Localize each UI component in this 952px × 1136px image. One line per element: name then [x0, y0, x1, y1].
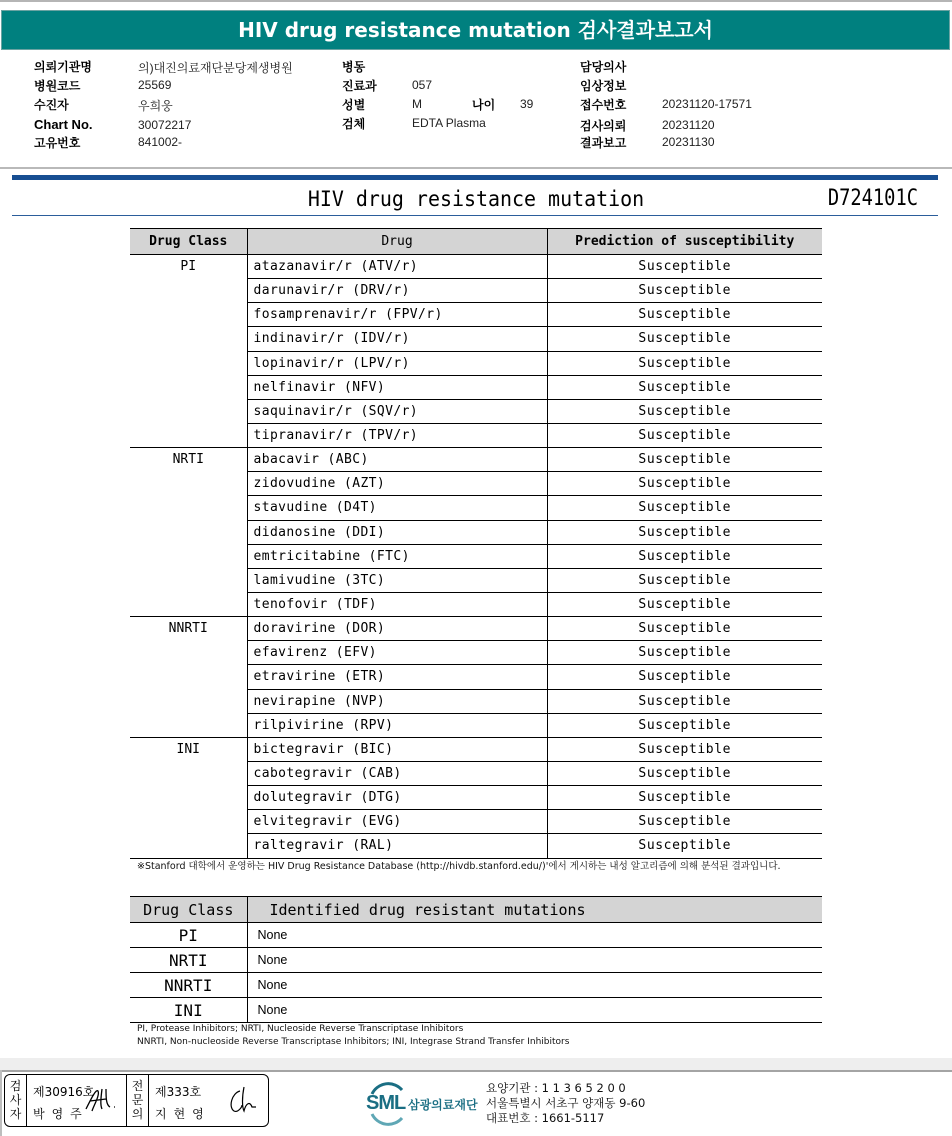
susceptibility-table — [130, 228, 822, 859]
susceptibility-cell: Susceptible — [547, 351, 822, 375]
susceptibility-cell: Susceptible — [547, 544, 822, 568]
susceptibility-cell: Susceptible — [547, 786, 822, 810]
database-footnote: ※Stanford 대학에서 운영하는 HIV Drug Resistance Database (http://hivdb.stanford.edu/)'에서 게시하는 내성 알고리즘에 의해 분석된 결과입니다. — [137, 861, 781, 872]
footer-band — [0, 1058, 952, 1070]
table-row — [130, 973, 822, 998]
drug-cell: tipranavir/r (TPV/r) — [247, 423, 547, 447]
susceptibility-cell: Susceptible — [547, 327, 822, 351]
report-code: D724101C — [827, 186, 918, 211]
label-receipt-no: 접수번호 — [580, 98, 627, 112]
drug-cell: doravirine (DOR) — [247, 617, 547, 641]
drug-cell: raltegravir (RAL) — [247, 834, 547, 858]
specialist-name: 지현영 — [155, 1107, 211, 1121]
drug-cell: saquinavir/r (SQV/r) — [247, 399, 547, 423]
susceptibility-cell: Susceptible — [547, 496, 822, 520]
divider — [0, 167, 952, 169]
label-result-report-date: 결과보고 — [580, 136, 627, 150]
value-patient: 우희웅 — [138, 99, 173, 113]
drug-class-cell: NRTI — [130, 948, 247, 973]
value-receipt-no: 20231120-17571 — [662, 97, 752, 111]
susceptibility-cell: Susceptible — [547, 665, 822, 689]
label-sex: 성별 — [342, 98, 366, 112]
drug-cell: fosamprenavir/r (FPV/r) — [247, 303, 547, 327]
label-department: 진료과 — [342, 79, 377, 93]
drug-cell: lamivudine (3TC) — [247, 568, 547, 592]
drug-cell: didanosine (DDI) — [247, 520, 547, 544]
value-hospital-code: 25569 — [138, 78, 172, 92]
table-row — [130, 617, 822, 641]
susceptibility-cell: Susceptible — [547, 423, 822, 447]
label-patient: 수진자 — [34, 98, 69, 112]
organization-phone: 대표번호 : 1661-5117 — [486, 1111, 605, 1125]
label-test-request-date: 검사의뢰 — [580, 119, 627, 133]
drug-class-cell: PI — [130, 923, 247, 948]
mutations-cell: None — [247, 923, 822, 948]
susceptibility-cell: Susceptible — [547, 255, 822, 279]
label-hospital-code: 병원코드 — [34, 79, 81, 93]
label-requesting-institution: 의뢰기관명 — [34, 60, 92, 74]
drug-cell: nevirapine (NVP) — [247, 689, 547, 713]
header-drug-class: Drug Class — [130, 897, 247, 923]
susceptibility-cell: Susceptible — [547, 713, 822, 737]
susceptibility-cell: Susceptible — [547, 810, 822, 834]
drug-cell: stavudine (D4T) — [247, 496, 547, 520]
susceptibility-cell: Susceptible — [547, 617, 822, 641]
label-attending-physician: 담당의사 — [580, 60, 627, 74]
table-header-row — [130, 897, 822, 923]
susceptibility-cell: Susceptible — [547, 399, 822, 423]
label-unique-id: 고유번호 — [34, 136, 81, 150]
drug-cell: indinavir/r (IDV/r) — [247, 327, 547, 351]
table-header-row — [130, 229, 822, 255]
specialist-signature — [149, 1075, 268, 1126]
susceptibility-cell: Susceptible — [547, 568, 822, 592]
value-test-request-date: 20231120 — [662, 118, 715, 132]
label-chart-no: Chart No. — [34, 117, 93, 132]
drug-cell: elvitegravir (EVG) — [247, 810, 547, 834]
organization-address: 서울특별시 서초구 양재동 9-60 — [486, 1096, 646, 1110]
susceptibility-cell: Susceptible — [547, 472, 822, 496]
value-requesting-institution: 의)대진의료재단분당제생병원 — [138, 61, 293, 75]
examiner-license-no: 제30916호 — [33, 1085, 95, 1099]
value-chart-no: 30072217 — [138, 118, 192, 132]
header-drug: Drug — [247, 229, 547, 255]
organization-info — [486, 1081, 645, 1126]
drug-cell: nelfinavir (NFV) — [247, 375, 547, 399]
drug-class-cell: NRTI — [130, 448, 247, 617]
value-specimen: EDTA Plasma — [412, 116, 486, 130]
value-sex: M — [412, 97, 422, 111]
drug-cell: zidovudine (AZT) — [247, 472, 547, 496]
value-department: 057 — [412, 78, 433, 92]
sml-logo — [364, 1080, 484, 1126]
logo-text: SML — [366, 1092, 406, 1114]
signature-scribble-icon — [226, 1085, 260, 1115]
examiner-label: 검 사 자 — [5, 1075, 27, 1126]
patient-info — [0, 58, 952, 158]
label-age: 나이 — [472, 98, 496, 112]
drug-cell: abacavir (ABC) — [247, 448, 547, 472]
value-age: 39 — [520, 97, 534, 111]
susceptibility-cell: Susceptible — [547, 375, 822, 399]
drug-cell: efavirenz (EFV) — [247, 641, 547, 665]
report-banner-title: HIV drug resistance mutation 검사결과보고서 — [1, 10, 950, 50]
header-mutations: Identified drug resistant mutations — [247, 897, 822, 923]
specialist-license-no: 제333호 — [155, 1085, 202, 1099]
title-rule-top — [12, 175, 938, 180]
table-row — [130, 737, 822, 761]
susceptibility-cell: Susceptible — [547, 303, 822, 327]
abbreviation-line: PI, Protease Inhibitors; NRTI, Nucleoside Reverse Transcriptase Inhibitors — [137, 1024, 464, 1034]
footer-left-edge — [0, 1070, 2, 1136]
mutations-cell: None — [247, 973, 822, 998]
drug-cell: lopinavir/r (LPV/r) — [247, 351, 547, 375]
susceptibility-cell: Susceptible — [547, 737, 822, 761]
drug-class-cell: INI — [130, 737, 247, 858]
report-title: HIV drug resistance mutation — [307, 187, 645, 211]
drug-cell: etravirine (ETR) — [247, 665, 547, 689]
drug-cell: emtricitabine (FTC) — [247, 544, 547, 568]
label-clinical-info: 임상정보 — [580, 79, 627, 93]
table-row — [130, 448, 822, 472]
drug-class-cell: PI — [130, 255, 247, 448]
drug-cell: atazanavir/r (ATV/r) — [247, 255, 547, 279]
susceptibility-cell: Susceptible — [547, 520, 822, 544]
drug-class-cell: INI — [130, 998, 247, 1023]
footer-divider — [0, 1070, 952, 1072]
label-specimen: 검체 — [342, 117, 366, 131]
susceptibility-cell: Susceptible — [547, 761, 822, 785]
drug-cell: darunavir/r (DRV/r) — [247, 279, 547, 303]
drug-class-cell: NNRTI — [130, 617, 247, 738]
table-row — [130, 998, 822, 1023]
susceptibility-cell: Susceptible — [547, 279, 822, 303]
label-ward: 병동 — [342, 60, 366, 74]
header-drug-class: Drug Class — [130, 229, 247, 255]
drug-cell: rilpivirine (RPV) — [247, 713, 547, 737]
signature-scribble-icon — [84, 1085, 118, 1115]
signature-box — [4, 1074, 269, 1127]
table-row — [130, 948, 822, 973]
examiner-signature — [27, 1075, 127, 1126]
drug-cell: cabotegravir (CAB) — [247, 761, 547, 785]
drug-class-cell: NNRTI — [130, 973, 247, 998]
value-unique-id: 841002- — [138, 135, 183, 149]
drug-cell: bictegravir (BIC) — [247, 737, 547, 761]
mutations-cell: None — [247, 948, 822, 973]
header-prediction: Prediction of susceptibility — [547, 229, 822, 255]
examiner-name: 박영주 — [33, 1107, 89, 1121]
value-result-report-date: 20231130 — [662, 135, 715, 149]
mutations-cell: None — [247, 998, 822, 1023]
specialist-label: 전 문 의 — [127, 1075, 149, 1126]
title-rule-bottom — [12, 215, 938, 216]
susceptibility-cell: Susceptible — [547, 641, 822, 665]
drug-cell: dolutegravir (DTG) — [247, 786, 547, 810]
organization-name: 삼광의료재단 — [408, 1098, 478, 1112]
table-row — [130, 255, 822, 279]
drug-cell: tenofovir (TDF) — [247, 592, 547, 616]
abbreviations — [137, 1023, 569, 1049]
susceptibility-cell: Susceptible — [547, 592, 822, 616]
susceptibility-cell: Susceptible — [547, 448, 822, 472]
susceptibility-cell: Susceptible — [547, 689, 822, 713]
susceptibility-cell: Susceptible — [547, 834, 822, 858]
mutation-table — [130, 896, 822, 1023]
institution-code: 요양기관 : 1 1 3 6 5 2 0 0 — [486, 1081, 626, 1095]
abbreviation-line: NNRTI, Non-nucleoside Reverse Transcriptase Inhibitors; INI, Integrase Strand Transfer Inhibitors — [137, 1037, 570, 1047]
table-row — [130, 923, 822, 948]
